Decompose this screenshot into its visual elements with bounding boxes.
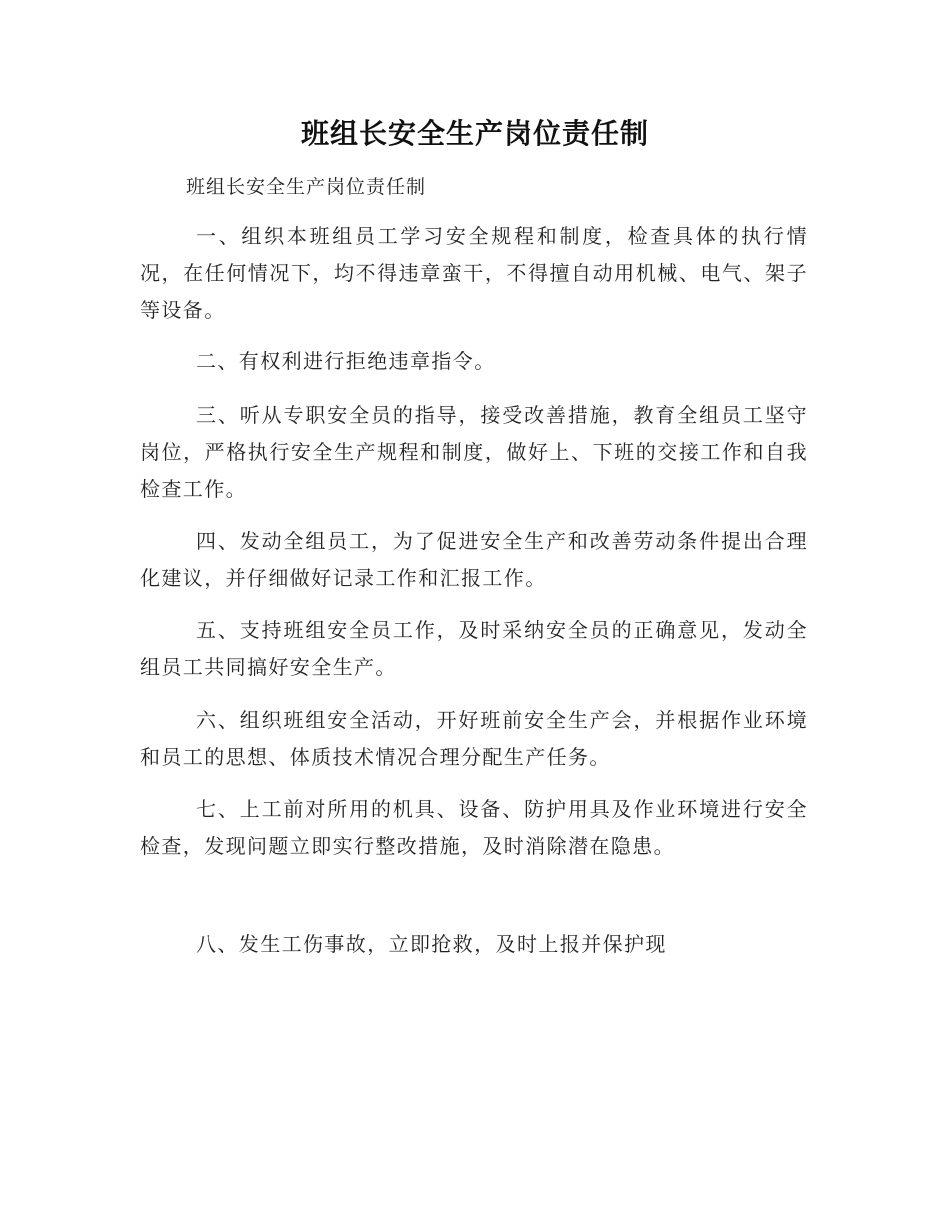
document-title: 班组长安全生产岗位责任制 (300, 117, 649, 150)
paragraph-5: 五、支持班组安全员工作，及时采纳安全员的正确意见，发动全组员工共同搞好安全生产。 (140, 618, 808, 679)
paragraph-1: 一、组织本班组员工学习安全规程和制度，检查具体的执行情况，在任何情况下，均不得违章蛮干，不得擅自动用机械、电气、架子等设备。 (140, 224, 808, 322)
paragraph-2: 二、有权利进行拒绝违章指令。 (196, 349, 496, 373)
paragraph-8: 八、发生工伤事故，立即抢救，及时上报并保护现 (196, 932, 667, 956)
paragraph-3: 三、听从专职安全员的指导，接受改善措施，教育全组员工坚守岗位，严格执行安全生产规程和制度，做好上、下班的交接工作和自我检查工作。 (140, 403, 808, 501)
document-subtitle: 班组长安全生产岗位责任制 (186, 176, 427, 198)
paragraph-6: 六、组织班组安全活动，开好班前安全生产会，并根据作业环境和员工的思想、体质技术情况合理分配生产任务。 (140, 708, 808, 769)
paragraph-4: 四、发动全组员工，为了促进安全生产和改善劳动条件提出合理化建议，并仔细做好记录工作和汇报工作。 (140, 529, 808, 590)
paragraph-7: 七、上工前对所用的机具、设备、防护用具及作业环境进行安全检查，发现问题立即实行整改措施，及时消除潜在隐患。 (140, 797, 808, 858)
